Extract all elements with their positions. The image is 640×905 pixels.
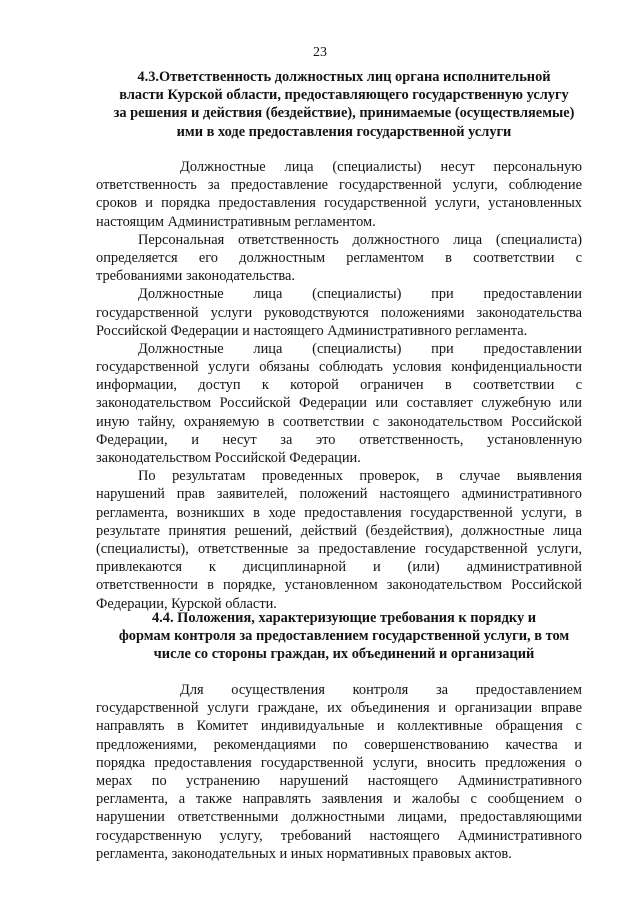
heading-line: власти Курской области, предоставляющего государственную услугу <box>119 87 569 104</box>
text-line: Должностные лица (специалисты) несут персональную <box>180 159 582 175</box>
text-line: регламента, а также направлять заявления и жалобы с сообщением о <box>96 791 582 808</box>
paragraph-responsibility <box>96 158 582 231</box>
text-line: результате принятия решений, действий (бездействия), должностные лица <box>96 522 582 539</box>
heading-line: 4.3.Ответственность должностных лиц органа исполнительной <box>137 69 551 85</box>
page-number: 23 <box>313 45 327 60</box>
text-line: направлять в Комитет индивидуальные и коллективные обращения с <box>96 718 582 735</box>
text-line: регламента, законодательных и иных нормативных правовых актов. <box>96 845 512 862</box>
text-line: мерах по устранению нарушений настоящего Административного <box>96 772 582 789</box>
section-4-4-body <box>96 681 582 863</box>
text-line: (специалисты), ответственные за предоставление государственной услуги, <box>96 540 582 557</box>
text-line: настоящим Административным регламентом. <box>96 213 376 230</box>
text-line: ответственность за предоставление государственной услуги, соблюдение <box>96 177 582 194</box>
text-line: сроков и порядка предоставления государственной услуги, установленных <box>96 195 582 212</box>
paragraph-inspection-results <box>96 467 582 613</box>
text-line: государственной услуги обязаны соблюдать условия конфиденциальности <box>96 359 582 376</box>
paragraph-legislation-guidance <box>96 285 582 340</box>
section-4-3-heading <box>104 68 584 141</box>
text-line: государственной услуги руководствуются положениями законодательства <box>96 304 582 321</box>
text-line: нарушений прав заявителей, положений настоящего административного <box>96 486 582 503</box>
text-line: законодательством Российской Федерации. <box>96 450 361 466</box>
text-line: привлекаются к дисциплинарной и (или) административной <box>96 559 582 576</box>
text-line: Должностные лица (специалисты) при предоставлении <box>138 286 582 303</box>
text-line: иную тайну, охраняемую в соответствии с законодательством Российской <box>96 413 582 430</box>
text-line: Федерации, Курской области. <box>96 595 277 612</box>
text-line: законодательством Российской Федерации или составляет служебную или <box>96 395 582 412</box>
text-line: определяется его должностным регламентом в соответствии с <box>96 249 582 266</box>
text-line: ответственности в порядке, установленном законодательством Российской <box>96 577 582 594</box>
text-line: По результатам проведенных проверок, в случае выявления <box>138 468 582 485</box>
paragraph-confidentiality <box>96 340 582 467</box>
text-line: информации, доступ к которой ограничен в соответствии с <box>96 377 582 394</box>
paragraph-personal-responsibility <box>96 231 582 286</box>
section-4-4-heading <box>104 609 584 664</box>
text-line: нарушении ответственными должностными лицами, предоставляющими <box>96 809 582 826</box>
section-4-3-body <box>96 158 582 613</box>
text-line: порядка предоставления государственной услуги, вносить предложения о <box>96 754 582 771</box>
heading-line: 4.4. Положения, характеризующие требования к порядку и <box>151 610 537 626</box>
text-line: Российской Федерации и настоящего Административного регламента. <box>96 322 528 339</box>
text-line: Для осуществления контроля за предоставлением <box>180 682 582 698</box>
heading-line: за решения и действия (бездействие), принимаемые (осуществляемые) <box>113 105 575 122</box>
text-line: Должностные лица (специалисты) при предоставлении <box>138 340 582 357</box>
text-line: Федерации, и несут за это ответственность, установленную <box>96 431 582 448</box>
text-line: Персональная ответственность должностного лица (специалиста) <box>138 231 582 248</box>
text-line: регламента, возникших в ходе предоставления государственной услуги, в <box>96 504 582 521</box>
text-line: предложениями, рекомендациями по совершенствованию качества и <box>96 736 582 753</box>
heading-line: числе со стороны граждан, их объединений и организаций <box>153 646 535 663</box>
paragraph-citizen-control <box>96 681 582 863</box>
text-line: государственной услуги граждане, их объединения и организации вправе <box>96 700 582 717</box>
heading-line: ими в ходе предоставления государственной услуги <box>176 123 512 140</box>
text-line: требованиями законодательства. <box>96 268 296 285</box>
heading-line: формам контроля за предоставлением государственной услуги, в том <box>118 628 570 645</box>
text-line: государственную услугу, требований настоящего Административного <box>96 827 582 844</box>
